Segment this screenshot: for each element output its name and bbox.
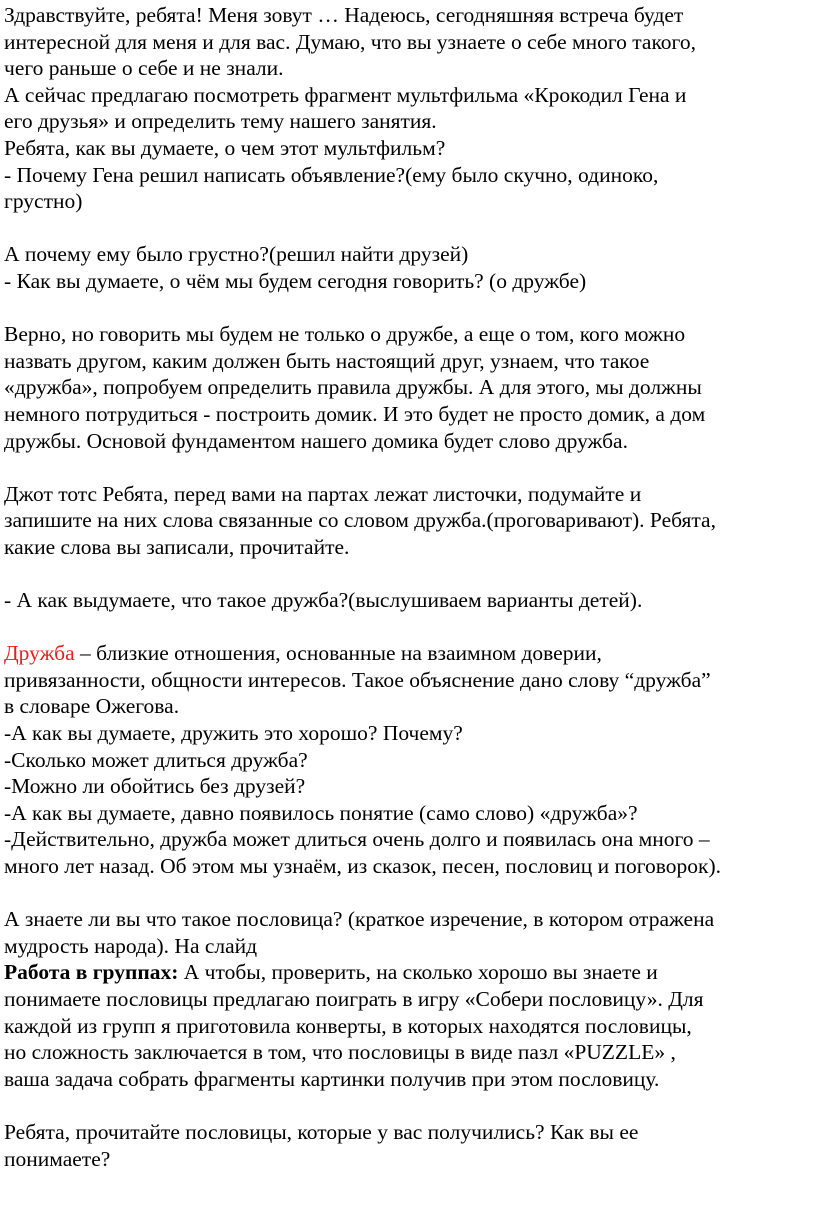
text-line: Джот тотс Ребята, перед вами на партах лежат листочки, подумайте и [4, 481, 642, 506]
text-line: каждой из групп я приготовила конверты, в которых находятся пословицы, [4, 1013, 692, 1038]
text-line: Ребята, прочитайте пословицы, которые у вас получились? Как вы ее [4, 1119, 639, 1144]
paragraph-spacer [4, 560, 812, 587]
paragraph-spacer [4, 614, 812, 641]
paragraph-definition [4, 640, 812, 879]
definition-text: – близкие отношения, основанные на взаимном доверии, [74, 641, 602, 666]
paragraph-spacer [4, 295, 812, 322]
text-line: много лет назад. Об этом мы узнаём, из сказок, песен, пословиц и поговорок). [4, 854, 722, 878]
text-line: Верно, но говорить мы будем не только о дружбе, а еще о том, кого можно [4, 322, 686, 347]
text-line: запишите на них слова связанные со словом дружба.(проговаривают). Ребята, [4, 508, 716, 533]
paragraph-worksheets [4, 481, 812, 561]
text-line: -А как вы думаете, дружить это хорошо? Почему? [4, 721, 463, 746]
text-line: мудрость народа). На слайд [4, 933, 258, 958]
group-work-line [4, 959, 812, 986]
paragraph-greeting [4, 2, 812, 215]
group-work-heading: Работа в группах: [4, 960, 179, 985]
definition-term: Дружба [4, 641, 75, 666]
text-line: дружбы. Основой фундаментом нашего домика будет слово дружба. [4, 428, 628, 453]
text-line: понимаете пословицы предлагаю поиграть в игру «Собери пословицу». Для [4, 986, 704, 1011]
text-line: понимаете? [4, 1146, 111, 1171]
text-line: в словаре Ожегова. [4, 694, 180, 719]
text-line: -Можно ли обойтись без друзей? [4, 774, 306, 799]
text-line: -А как вы думаете, давно появилось понятие (само слово) «дружба»? [4, 800, 638, 825]
text-line: -Сколько может длиться дружба? [4, 747, 308, 772]
paragraph-read-proverbs [4, 1119, 812, 1172]
text-line: какие слова вы записали, прочитайте. [4, 534, 350, 559]
paragraph-why-sad [4, 241, 812, 294]
text-line: - Как вы думаете, о чём мы будем сегодня говорить? (о дружбе) [4, 268, 587, 293]
text-line: чего раньше о себе и не знали. [4, 56, 284, 81]
paragraph-topic [4, 321, 812, 454]
paragraph-spacer [4, 880, 812, 907]
text-line: его друзья» и определить тему нашего занятия. [4, 109, 437, 134]
text-line: А сейчас предлагаю посмотреть фрагмент мультфильма «Крокодил Гена и [4, 82, 687, 107]
text-line: -Действительно, дружба может длиться очень долго и появилась она много – [4, 827, 710, 852]
definition-line [4, 640, 812, 667]
text-line: интересной для меня и для вас. Думаю, что вы узнаете о себе много такого, [4, 29, 696, 54]
text-line: немного потрудиться - построить домик. И это будет не просто домик, а дом [4, 401, 706, 426]
paragraph-spacer [4, 454, 812, 481]
text-line: - А как выдумаете, что такое дружба?(выслушиваем варианты детей). [4, 588, 643, 613]
text-line: Здравствуйте, ребята! Меня зовут … Надеюсь, сегодняшняя встреча будет [4, 3, 684, 27]
text-line: назвать другом, каким должен быть настоящий друг, узнаем, что такое [4, 348, 650, 373]
text-line: привязанности, общности интересов. Такое объяснение дано слову “дружба” [4, 667, 711, 692]
paragraph-spacer [4, 1092, 812, 1119]
text-line: А почему ему было грустно?(решил найти друзей) [4, 242, 469, 267]
text-line: А знаете ли вы что такое пословица? (краткое изречение, в котором отражена [4, 907, 715, 932]
text-line: Ребята, как вы думаете, о чем этот мультфильм? [4, 135, 446, 160]
text-line: «дружба», попробуем определить правила дружбы. А для этого, мы должны [4, 375, 702, 400]
paragraph-spacer [4, 215, 812, 242]
paragraph-proverbs [4, 906, 812, 1092]
text-line: - Почему Гена решил написать объявление?(ему было скучно, одиноко, [4, 162, 659, 187]
group-work-text: А чтобы, проверить, на сколько хорошо вы знаете и [178, 960, 658, 985]
text-line: но сложность заключается в том, что пословицы в виде пазл «PUZZLE» , [4, 1040, 676, 1065]
text-line: грустно) [4, 189, 83, 214]
paragraph-question [4, 587, 812, 614]
text-line: ваша задача собрать фрагменты картинки получив при этом пословицу. [4, 1066, 660, 1091]
